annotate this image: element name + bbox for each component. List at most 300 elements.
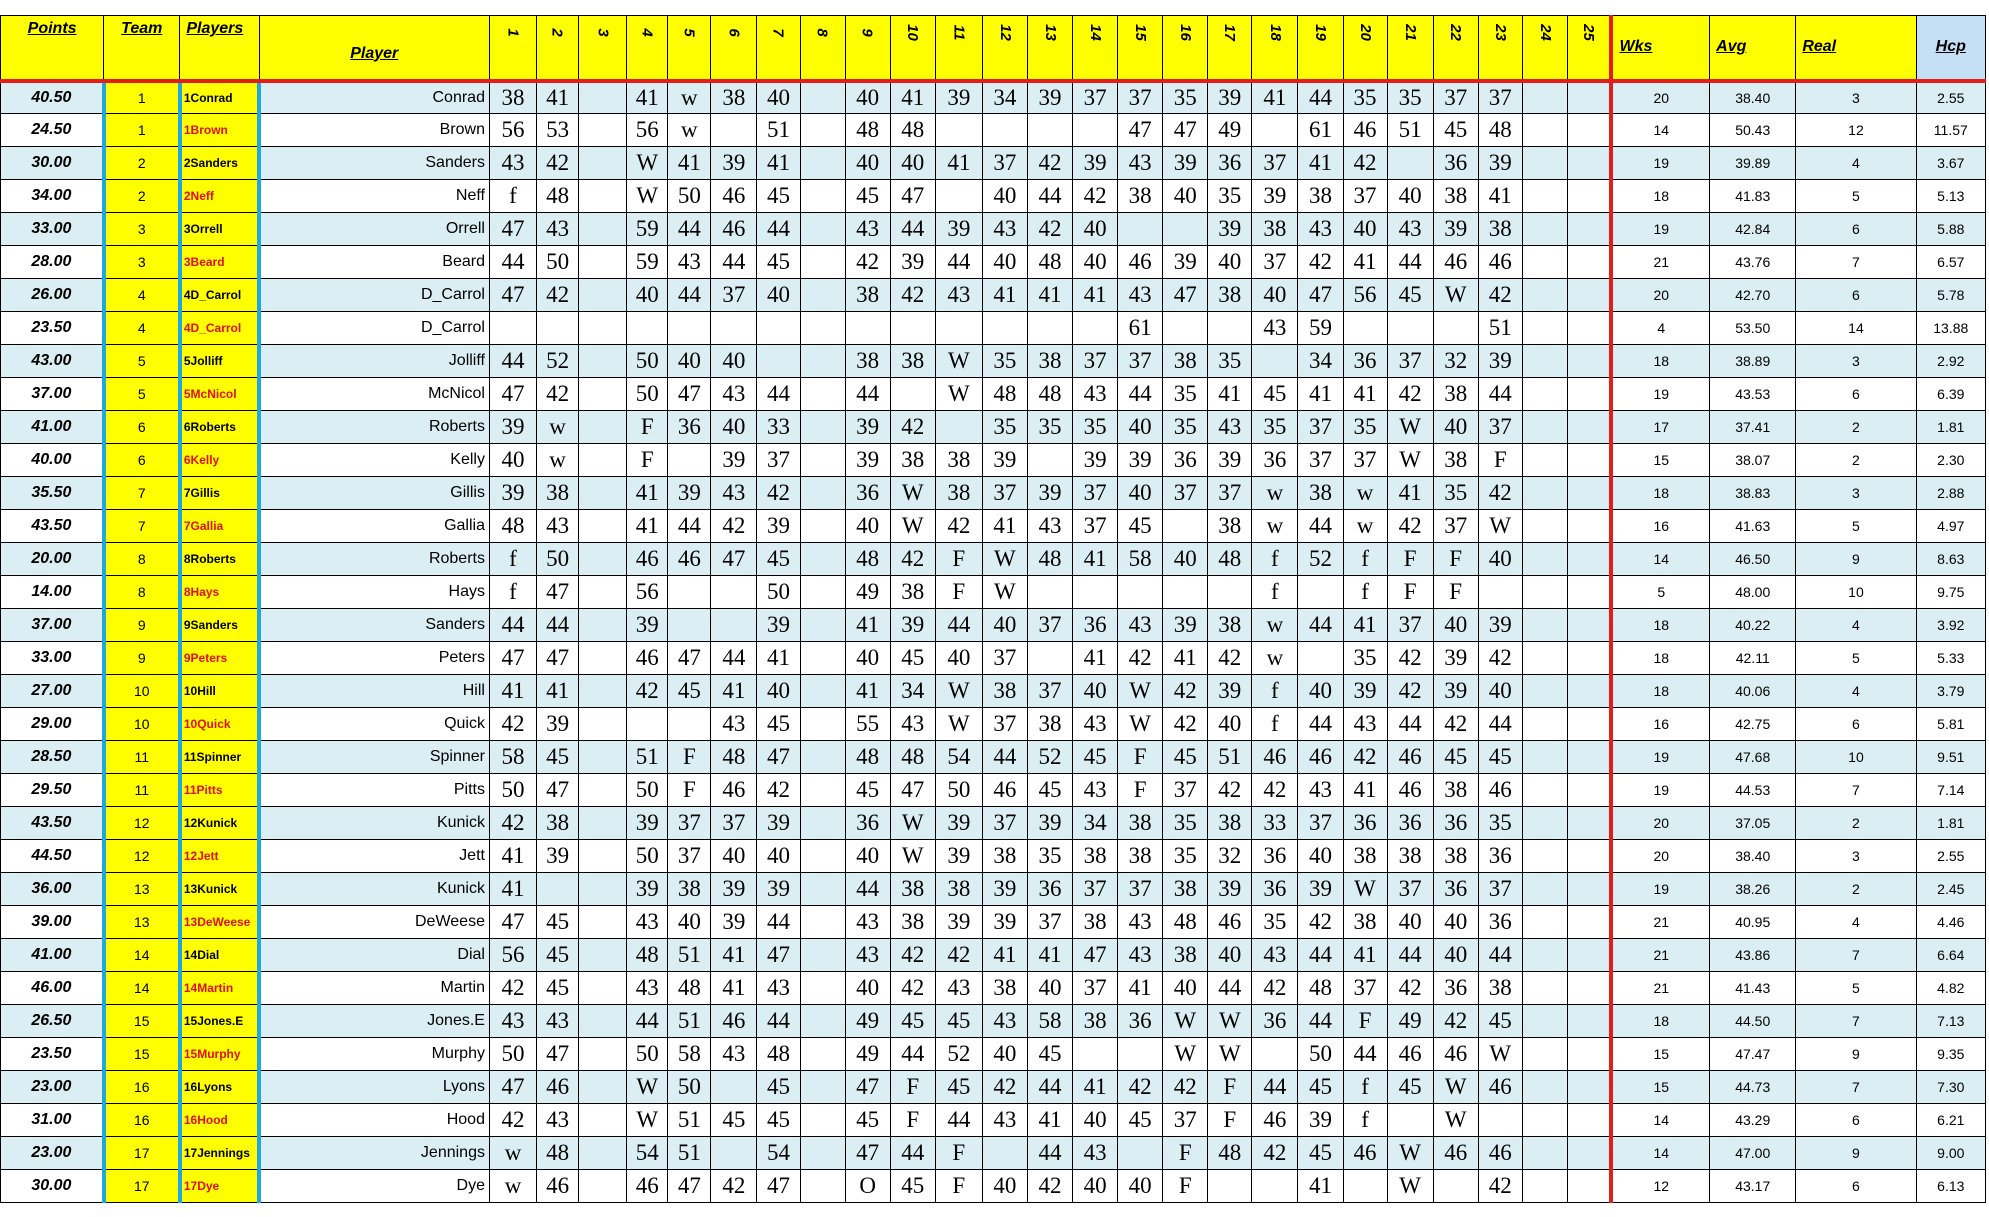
score-cell-week-8[interactable] [800, 873, 845, 906]
score-cell-week-25[interactable] [1567, 411, 1611, 444]
week-header-13[interactable]: 13 [1027, 16, 1072, 81]
score-cell-week-9[interactable]: 36 [845, 477, 890, 510]
score-cell-week-2[interactable]: 43 [537, 1104, 579, 1137]
score-cell-week-20[interactable]: f [1343, 1071, 1387, 1104]
score-cell-week-11[interactable]: F [935, 1170, 982, 1203]
score-cell-week-8[interactable] [800, 708, 845, 741]
score-cell-week-8[interactable] [800, 576, 845, 609]
score-cell-week-13[interactable]: 52 [1027, 741, 1072, 774]
score-cell-week-19[interactable]: 41 [1298, 147, 1343, 180]
score-cell-week-25[interactable] [1567, 114, 1611, 147]
score-cell-week-10[interactable] [890, 312, 935, 345]
score-cell-week-12[interactable]: 40 [982, 609, 1027, 642]
score-cell-week-21[interactable]: 46 [1387, 774, 1433, 807]
score-cell-week-3[interactable] [579, 543, 627, 576]
player-name-cell[interactable]: Brown [259, 114, 489, 147]
wks-cell[interactable]: 19 [1611, 213, 1709, 246]
score-cell-week-18[interactable]: 41 [1252, 81, 1298, 114]
score-cell-week-22[interactable]: 39 [1433, 213, 1478, 246]
score-cell-week-22[interactable]: 37 [1433, 81, 1478, 114]
score-cell-week-23[interactable]: 37 [1478, 81, 1522, 114]
score-cell-week-17[interactable] [1208, 1170, 1252, 1203]
score-cell-week-25[interactable] [1567, 807, 1611, 840]
avg-cell[interactable]: 48.00 [1710, 576, 1796, 609]
hcp-cell[interactable]: 6.13 [1916, 1170, 1985, 1203]
score-cell-week-17[interactable]: 39 [1208, 675, 1252, 708]
score-cell-week-19[interactable]: 39 [1298, 873, 1343, 906]
score-cell-week-4[interactable] [627, 312, 668, 345]
player-name-cell[interactable]: DeWeese [259, 906, 489, 939]
score-cell-week-23[interactable]: 42 [1478, 642, 1522, 675]
player-name-cell[interactable]: Roberts [259, 411, 489, 444]
score-cell-week-24[interactable] [1522, 279, 1567, 312]
score-cell-week-24[interactable] [1522, 477, 1567, 510]
score-cell-week-14[interactable]: 43 [1073, 1137, 1118, 1170]
score-cell-week-24[interactable] [1522, 345, 1567, 378]
points-cell[interactable]: 27.00 [1, 675, 104, 708]
score-cell-week-25[interactable] [1567, 972, 1611, 1005]
points-cell[interactable]: 31.00 [1, 1104, 104, 1137]
points-cell[interactable]: 26.00 [1, 279, 104, 312]
avg-cell[interactable]: 41.83 [1710, 180, 1796, 213]
score-cell-week-7[interactable]: 40 [757, 675, 800, 708]
score-cell-week-1[interactable]: f [489, 543, 536, 576]
score-cell-week-14[interactable]: 36 [1073, 609, 1118, 642]
score-cell-week-24[interactable] [1522, 81, 1567, 114]
score-cell-week-8[interactable] [800, 114, 845, 147]
score-cell-week-2[interactable]: 50 [537, 543, 579, 576]
score-cell-week-2[interactable]: 38 [537, 807, 579, 840]
score-cell-week-22[interactable]: 38 [1433, 444, 1478, 477]
team-cell[interactable]: 6 [104, 444, 180, 477]
avg-cell[interactable]: 42.11 [1710, 642, 1796, 675]
score-cell-week-11[interactable]: 38 [935, 477, 982, 510]
real-cell[interactable]: 6 [1796, 279, 1916, 312]
score-cell-week-21[interactable]: F [1387, 543, 1433, 576]
score-cell-week-22[interactable]: W [1433, 1071, 1478, 1104]
score-cell-week-21[interactable]: 38 [1387, 840, 1433, 873]
score-cell-week-25[interactable] [1567, 840, 1611, 873]
score-cell-week-2[interactable]: 48 [537, 1137, 579, 1170]
score-cell-week-23[interactable]: 36 [1478, 906, 1522, 939]
player-name-cell[interactable]: Sanders [259, 147, 489, 180]
score-cell-week-16[interactable]: 35 [1163, 81, 1208, 114]
score-cell-week-13[interactable]: 41 [1027, 1104, 1072, 1137]
score-cell-week-7[interactable]: 39 [757, 873, 800, 906]
score-cell-week-10[interactable]: F [890, 1071, 935, 1104]
score-cell-week-13[interactable]: 58 [1027, 1005, 1072, 1038]
score-cell-week-3[interactable] [579, 774, 627, 807]
score-cell-week-2[interactable]: 38 [537, 477, 579, 510]
team-cell[interactable]: 17 [104, 1170, 180, 1203]
score-cell-week-4[interactable]: 48 [627, 939, 668, 972]
score-cell-week-17[interactable]: 39 [1208, 873, 1252, 906]
hcp-cell[interactable]: 9.35 [1916, 1038, 1985, 1071]
score-cell-week-19[interactable]: 37 [1298, 411, 1343, 444]
score-cell-week-18[interactable]: 37 [1252, 147, 1298, 180]
score-cell-week-8[interactable] [800, 774, 845, 807]
score-cell-week-14[interactable]: 40 [1073, 246, 1118, 279]
score-cell-week-19[interactable]: 43 [1298, 213, 1343, 246]
score-cell-week-23[interactable]: 42 [1478, 1170, 1522, 1203]
score-cell-week-21[interactable]: 46 [1387, 741, 1433, 774]
score-cell-week-24[interactable] [1522, 147, 1567, 180]
score-cell-week-20[interactable] [1343, 312, 1387, 345]
score-cell-week-21[interactable]: 49 [1387, 1005, 1433, 1038]
score-cell-week-9[interactable]: O [845, 1170, 890, 1203]
score-cell-week-19[interactable]: 48 [1298, 972, 1343, 1005]
score-cell-week-7[interactable]: 40 [757, 840, 800, 873]
score-cell-week-20[interactable]: 37 [1343, 972, 1387, 1005]
score-cell-week-13[interactable]: 44 [1027, 180, 1072, 213]
players-label-cell[interactable]: 14Martin [180, 972, 259, 1005]
points-cell[interactable]: 26.50 [1, 1005, 104, 1038]
team-cell[interactable]: 11 [104, 741, 180, 774]
score-cell-week-6[interactable]: 40 [711, 411, 757, 444]
real-cell[interactable]: 10 [1796, 741, 1916, 774]
score-cell-week-16[interactable]: 37 [1163, 1104, 1208, 1137]
score-cell-week-18[interactable]: w [1252, 510, 1298, 543]
score-cell-week-22[interactable]: 36 [1433, 873, 1478, 906]
score-cell-week-4[interactable]: 59 [627, 246, 668, 279]
week-header-19[interactable]: 19 [1298, 16, 1343, 81]
score-cell-week-6[interactable]: 39 [711, 444, 757, 477]
week-header-11[interactable]: 11 [935, 16, 982, 81]
score-cell-week-12[interactable]: 37 [982, 147, 1027, 180]
score-cell-week-4[interactable]: 51 [627, 741, 668, 774]
score-cell-week-18[interactable]: 36 [1252, 444, 1298, 477]
score-cell-week-7[interactable] [757, 312, 800, 345]
score-cell-week-15[interactable] [1118, 213, 1163, 246]
score-cell-week-20[interactable]: f [1343, 1104, 1387, 1137]
score-cell-week-18[interactable]: w [1252, 477, 1298, 510]
points-cell[interactable]: 23.50 [1, 312, 104, 345]
score-cell-week-15[interactable]: 40 [1118, 411, 1163, 444]
score-cell-week-24[interactable] [1522, 312, 1567, 345]
team-cell[interactable]: 11 [104, 774, 180, 807]
team-header[interactable]: Team [104, 16, 180, 81]
score-cell-week-3[interactable] [579, 444, 627, 477]
score-cell-week-23[interactable]: 46 [1478, 246, 1522, 279]
real-cell[interactable]: 2 [1796, 444, 1916, 477]
score-cell-week-18[interactable]: 37 [1252, 246, 1298, 279]
score-cell-week-6[interactable]: 37 [711, 807, 757, 840]
score-cell-week-1[interactable]: 47 [489, 213, 536, 246]
score-cell-week-1[interactable]: f [489, 576, 536, 609]
score-cell-week-22[interactable] [1433, 312, 1478, 345]
score-cell-week-14[interactable]: 38 [1073, 906, 1118, 939]
score-cell-week-8[interactable] [800, 246, 845, 279]
team-cell[interactable]: 1 [104, 81, 180, 114]
score-cell-week-11[interactable]: F [935, 543, 982, 576]
avg-cell[interactable]: 43.53 [1710, 378, 1796, 411]
players-label-cell[interactable]: 16Hood [180, 1104, 259, 1137]
player-name-cell[interactable]: Dye [259, 1170, 489, 1203]
score-cell-week-8[interactable] [800, 1005, 845, 1038]
score-cell-week-5[interactable]: 50 [668, 1071, 711, 1104]
points-cell[interactable]: 43.50 [1, 510, 104, 543]
team-cell[interactable]: 5 [104, 378, 180, 411]
score-cell-week-3[interactable] [579, 81, 627, 114]
players-label-cell[interactable]: 9Peters [180, 642, 259, 675]
score-cell-week-25[interactable] [1567, 774, 1611, 807]
score-cell-week-5[interactable]: 39 [668, 477, 711, 510]
score-cell-week-8[interactable] [800, 345, 845, 378]
score-cell-week-24[interactable] [1522, 708, 1567, 741]
score-cell-week-16[interactable]: 48 [1163, 906, 1208, 939]
score-cell-week-8[interactable] [800, 906, 845, 939]
score-cell-week-9[interactable] [845, 312, 890, 345]
score-cell-week-10[interactable]: 47 [890, 774, 935, 807]
wks-cell[interactable]: 15 [1611, 1038, 1709, 1071]
player-name-cell[interactable]: McNicol [259, 378, 489, 411]
week-header-10[interactable]: 10 [890, 16, 935, 81]
wks-cell[interactable]: 20 [1611, 279, 1709, 312]
score-cell-week-5[interactable]: 47 [668, 378, 711, 411]
score-cell-week-7[interactable]: 39 [757, 609, 800, 642]
score-cell-week-16[interactable]: 39 [1163, 609, 1208, 642]
score-cell-week-12[interactable]: 39 [982, 906, 1027, 939]
score-cell-week-9[interactable]: 40 [845, 840, 890, 873]
score-cell-week-16[interactable]: 40 [1163, 543, 1208, 576]
score-cell-week-1[interactable]: w [489, 1170, 536, 1203]
players-label-cell[interactable]: 2Neff [180, 180, 259, 213]
score-cell-week-20[interactable]: w [1343, 510, 1387, 543]
team-cell[interactable]: 8 [104, 576, 180, 609]
score-cell-week-22[interactable]: 45 [1433, 114, 1478, 147]
wks-cell[interactable]: 16 [1611, 708, 1709, 741]
score-cell-week-10[interactable]: 42 [890, 411, 935, 444]
score-cell-week-15[interactable]: 43 [1118, 906, 1163, 939]
score-cell-week-19[interactable]: 44 [1298, 1005, 1343, 1038]
points-cell[interactable]: 33.00 [1, 642, 104, 675]
score-cell-week-4[interactable]: 54 [627, 1137, 668, 1170]
score-cell-week-1[interactable]: 41 [489, 840, 536, 873]
hcp-cell[interactable]: 5.33 [1916, 642, 1985, 675]
score-cell-week-21[interactable]: 42 [1387, 510, 1433, 543]
score-cell-week-3[interactable] [579, 840, 627, 873]
score-cell-week-15[interactable] [1118, 1137, 1163, 1170]
score-cell-week-17[interactable]: 40 [1208, 246, 1252, 279]
score-cell-week-7[interactable]: 47 [757, 1170, 800, 1203]
score-cell-week-6[interactable]: 39 [711, 147, 757, 180]
score-cell-week-1[interactable]: 50 [489, 774, 536, 807]
score-cell-week-4[interactable]: 39 [627, 609, 668, 642]
wks-cell[interactable]: 18 [1611, 180, 1709, 213]
score-cell-week-19[interactable]: 38 [1298, 180, 1343, 213]
score-cell-week-16[interactable]: W [1163, 1038, 1208, 1071]
score-cell-week-10[interactable]: W [890, 807, 935, 840]
score-cell-week-10[interactable]: 39 [890, 609, 935, 642]
player-name-cell[interactable]: Gillis [259, 477, 489, 510]
hcp-cell[interactable]: 9.51 [1916, 741, 1985, 774]
score-cell-week-1[interactable]: 47 [489, 1071, 536, 1104]
score-cell-week-12[interactable]: 35 [982, 345, 1027, 378]
score-cell-week-13[interactable] [1027, 642, 1072, 675]
score-cell-week-19[interactable]: 61 [1298, 114, 1343, 147]
score-cell-week-16[interactable]: 42 [1163, 1071, 1208, 1104]
score-cell-week-17[interactable]: W [1208, 1038, 1252, 1071]
score-cell-week-24[interactable] [1522, 1170, 1567, 1203]
score-cell-week-19[interactable]: 34 [1298, 345, 1343, 378]
score-cell-week-12[interactable]: 38 [982, 840, 1027, 873]
score-cell-week-6[interactable] [711, 1071, 757, 1104]
score-cell-week-4[interactable]: 56 [627, 576, 668, 609]
score-cell-week-15[interactable]: 46 [1118, 246, 1163, 279]
hcp-cell[interactable]: 5.13 [1916, 180, 1985, 213]
score-cell-week-15[interactable]: 45 [1118, 510, 1163, 543]
score-cell-week-11[interactable]: W [935, 675, 982, 708]
score-cell-week-17[interactable]: 35 [1208, 180, 1252, 213]
score-cell-week-15[interactable]: 43 [1118, 279, 1163, 312]
score-cell-week-23[interactable]: F [1478, 444, 1522, 477]
score-cell-week-10[interactable]: 40 [890, 147, 935, 180]
score-cell-week-24[interactable] [1522, 246, 1567, 279]
score-cell-week-22[interactable]: 35 [1433, 477, 1478, 510]
score-cell-week-5[interactable]: 46 [668, 543, 711, 576]
score-cell-week-3[interactable] [579, 378, 627, 411]
score-cell-week-7[interactable]: 33 [757, 411, 800, 444]
score-cell-week-9[interactable]: 45 [845, 774, 890, 807]
score-cell-week-13[interactable]: 39 [1027, 807, 1072, 840]
score-cell-week-10[interactable]: 39 [890, 246, 935, 279]
score-cell-week-12[interactable]: 39 [982, 444, 1027, 477]
score-cell-week-16[interactable]: 41 [1163, 642, 1208, 675]
score-cell-week-4[interactable]: 46 [627, 642, 668, 675]
team-cell[interactable]: 3 [104, 246, 180, 279]
points-cell[interactable]: 40.00 [1, 444, 104, 477]
score-cell-week-2[interactable]: 41 [537, 81, 579, 114]
score-cell-week-21[interactable]: 37 [1387, 609, 1433, 642]
score-cell-week-8[interactable] [800, 807, 845, 840]
score-cell-week-7[interactable]: 44 [757, 378, 800, 411]
score-cell-week-7[interactable]: 45 [757, 246, 800, 279]
score-cell-week-25[interactable] [1567, 1038, 1611, 1071]
score-cell-week-5[interactable]: 44 [668, 510, 711, 543]
score-cell-week-19[interactable]: 46 [1298, 741, 1343, 774]
score-cell-week-9[interactable]: 49 [845, 576, 890, 609]
score-cell-week-15[interactable] [1118, 1038, 1163, 1071]
score-cell-week-6[interactable]: 43 [711, 1038, 757, 1071]
score-cell-week-21[interactable]: 42 [1387, 972, 1433, 1005]
score-cell-week-22[interactable]: 38 [1433, 774, 1478, 807]
score-cell-week-12[interactable]: 46 [982, 774, 1027, 807]
score-cell-week-21[interactable]: W [1387, 444, 1433, 477]
score-cell-week-4[interactable] [627, 708, 668, 741]
score-cell-week-17[interactable]: 36 [1208, 147, 1252, 180]
score-cell-week-8[interactable] [800, 1071, 845, 1104]
player-name-cell[interactable]: Kunick [259, 807, 489, 840]
score-cell-week-7[interactable]: 39 [757, 807, 800, 840]
score-cell-week-17[interactable]: 38 [1208, 807, 1252, 840]
player-name-cell[interactable]: Hood [259, 1104, 489, 1137]
score-cell-week-21[interactable]: 40 [1387, 906, 1433, 939]
points-cell[interactable]: 23.50 [1, 1038, 104, 1071]
week-header-1[interactable]: 1 [489, 16, 536, 81]
week-header-14[interactable]: 14 [1073, 16, 1118, 81]
score-cell-week-2[interactable]: 47 [537, 642, 579, 675]
score-cell-week-3[interactable] [579, 642, 627, 675]
avg-cell[interactable]: 37.41 [1710, 411, 1796, 444]
score-cell-week-7[interactable]: 45 [757, 180, 800, 213]
score-cell-week-10[interactable]: 38 [890, 906, 935, 939]
score-cell-week-18[interactable] [1252, 345, 1298, 378]
score-cell-week-3[interactable] [579, 312, 627, 345]
score-cell-week-21[interactable]: 35 [1387, 81, 1433, 114]
score-cell-week-11[interactable]: W [935, 708, 982, 741]
score-cell-week-17[interactable]: F [1208, 1104, 1252, 1137]
score-cell-week-1[interactable]: 42 [489, 972, 536, 1005]
score-cell-week-8[interactable] [800, 477, 845, 510]
score-cell-week-25[interactable] [1567, 510, 1611, 543]
score-cell-week-12[interactable]: 41 [982, 279, 1027, 312]
score-cell-week-6[interactable] [711, 1137, 757, 1170]
score-cell-week-7[interactable]: 45 [757, 1071, 800, 1104]
score-cell-week-7[interactable]: 40 [757, 81, 800, 114]
score-cell-week-25[interactable] [1567, 1170, 1611, 1203]
team-cell[interactable]: 1 [104, 114, 180, 147]
avg-cell[interactable]: 42.70 [1710, 279, 1796, 312]
team-cell[interactable]: 3 [104, 213, 180, 246]
score-cell-week-14[interactable]: 41 [1073, 543, 1118, 576]
real-cell[interactable]: 2 [1796, 411, 1916, 444]
avg-cell[interactable]: 47.47 [1710, 1038, 1796, 1071]
score-cell-week-1[interactable]: 41 [489, 675, 536, 708]
score-cell-week-24[interactable] [1522, 1137, 1567, 1170]
score-cell-week-17[interactable]: F [1208, 1071, 1252, 1104]
score-cell-week-10[interactable]: 43 [890, 708, 935, 741]
score-cell-week-23[interactable]: 42 [1478, 477, 1522, 510]
score-cell-week-14[interactable]: 38 [1073, 840, 1118, 873]
score-cell-week-9[interactable]: 40 [845, 81, 890, 114]
score-cell-week-19[interactable]: 40 [1298, 840, 1343, 873]
score-cell-week-9[interactable]: 48 [845, 543, 890, 576]
score-cell-week-16[interactable]: 36 [1163, 444, 1208, 477]
player-name-cell[interactable]: Neff [259, 180, 489, 213]
score-cell-week-14[interactable] [1073, 312, 1118, 345]
score-cell-week-21[interactable]: F [1387, 576, 1433, 609]
score-cell-week-14[interactable]: 37 [1073, 873, 1118, 906]
score-cell-week-11[interactable]: 44 [935, 1104, 982, 1137]
score-cell-week-14[interactable]: 39 [1073, 444, 1118, 477]
score-cell-week-19[interactable]: 41 [1298, 378, 1343, 411]
score-cell-week-8[interactable] [800, 213, 845, 246]
score-cell-week-17[interactable]: 42 [1208, 642, 1252, 675]
week-header-9[interactable]: 9 [845, 16, 890, 81]
player-name-cell[interactable]: Conrad [259, 81, 489, 114]
score-cell-week-9[interactable]: 45 [845, 180, 890, 213]
avg-cell[interactable]: 38.40 [1710, 81, 1796, 114]
score-cell-week-24[interactable] [1522, 114, 1567, 147]
players-label-cell[interactable]: 11Pitts [180, 774, 259, 807]
score-cell-week-22[interactable]: 40 [1433, 906, 1478, 939]
team-cell[interactable]: 4 [104, 279, 180, 312]
week-header-5[interactable]: 5 [668, 16, 711, 81]
score-cell-week-18[interactable]: 39 [1252, 180, 1298, 213]
score-cell-week-2[interactable]: w [537, 411, 579, 444]
score-cell-week-22[interactable]: W [1433, 1104, 1478, 1137]
score-cell-week-14[interactable]: 47 [1073, 939, 1118, 972]
score-cell-week-3[interactable] [579, 1137, 627, 1170]
score-cell-week-16[interactable]: 35 [1163, 840, 1208, 873]
player-name-cell[interactable]: Kunick [259, 873, 489, 906]
score-cell-week-13[interactable] [1027, 312, 1072, 345]
score-cell-week-17[interactable]: 39 [1208, 444, 1252, 477]
players-label-cell[interactable]: 4D_Carrol [180, 279, 259, 312]
player-name-cell[interactable]: D_Carrol [259, 312, 489, 345]
score-cell-week-19[interactable]: 44 [1298, 708, 1343, 741]
score-cell-week-5[interactable] [668, 609, 711, 642]
